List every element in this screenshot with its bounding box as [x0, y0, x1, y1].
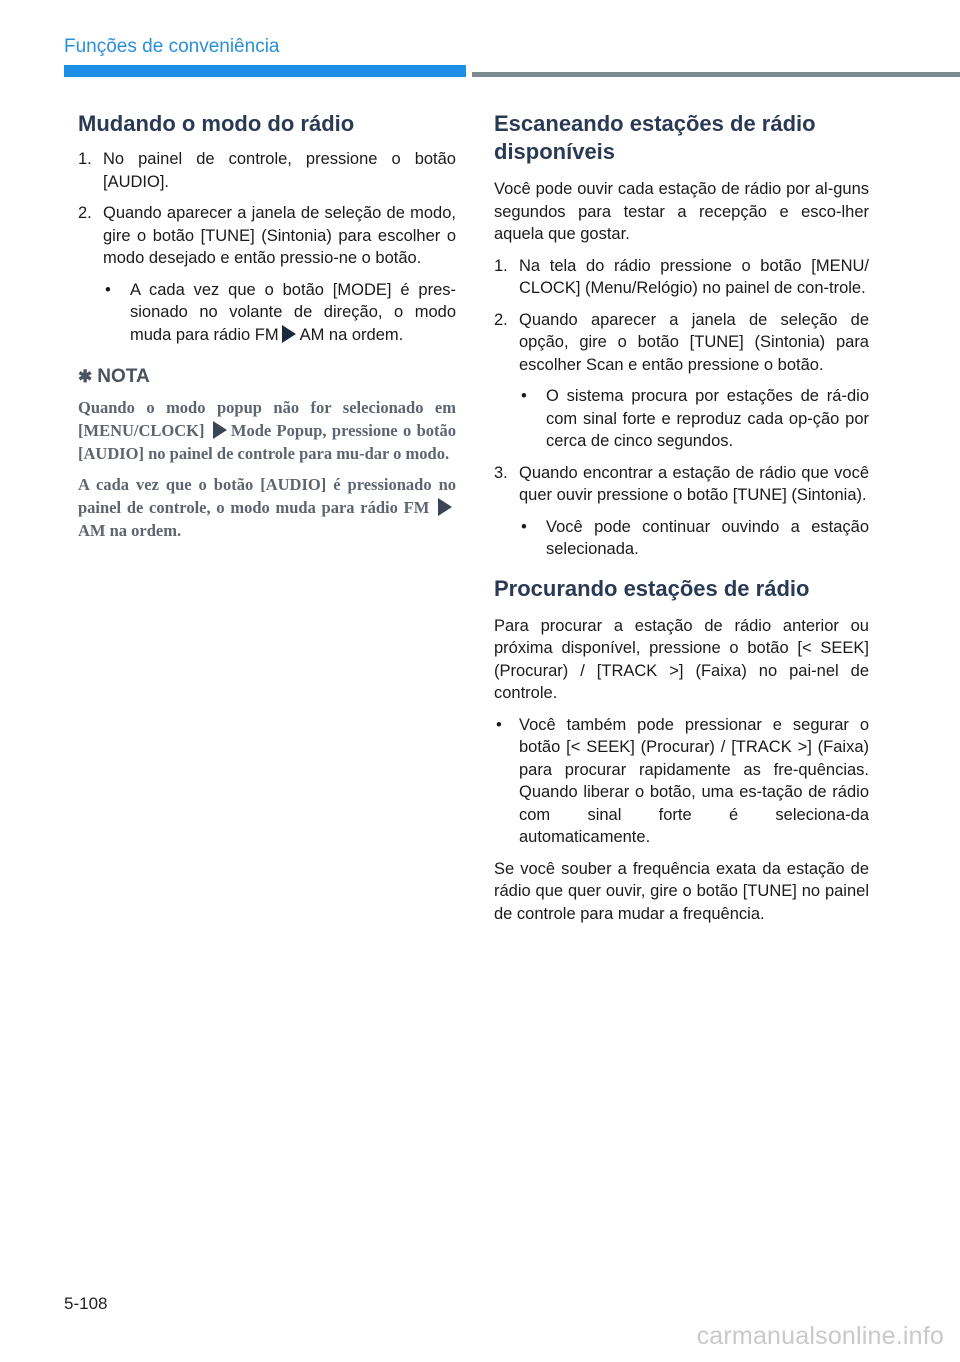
note-text-after: AM na ordem. [78, 521, 182, 540]
radio-mode-step-1 [78, 148, 456, 193]
bullet-dot: • [521, 517, 527, 536]
step-number: 1. [494, 256, 508, 275]
note-paragraph-1 [78, 396, 456, 465]
bullet-text: Você pode continuar ouvindo a estação selecionada. [546, 517, 869, 558]
step-text: Quando aparecer a janela de seleção de modo, gire o botão [TUNE] (Sintonia) para escolher o modo desejado e então pressio-ne o botão. [103, 204, 456, 267]
radio-mode-bullet [78, 279, 456, 347]
step-text: Na tela do rádio pressione o botão [MENU/ CLOCK] (Menu/Relógio) no painel de con-trole. [519, 256, 869, 297]
note-text-before: A cada vez que o botão [AUDIO] é pressionado no painel de controle, o modo muda para rádio FM [78, 475, 456, 517]
header-divider-bar [472, 72, 960, 77]
scan-intro: Você pode ouvir cada estação de rádio por al-guns segundos para testar a recepção e esco-lher aquela que gostar. [494, 180, 869, 243]
bullet-dot: • [521, 387, 527, 405]
bullet-dot: • [105, 280, 111, 299]
search-intro: Para procurar a estação de rádio anterior ou próxima disponível, pressione o botão [< SEEK] (Procurar) / [TRACK >] (Faixa) no pai-nel de controle. [494, 616, 869, 702]
scan-step-2 [494, 309, 869, 377]
arrow-right-icon [213, 421, 227, 439]
scan-step-2-bullet [494, 385, 869, 453]
bullet-text: O sistema procura por estações de rá-dio com sinal forte e reproduz cada op-ção por cerca de cinco segundos. [546, 387, 869, 450]
step-number: 2. [494, 310, 508, 329]
arrow-right-icon [282, 325, 296, 343]
page-number: 5-108 [64, 1294, 108, 1313]
step-number: 1. [78, 150, 92, 168]
step-number: 3. [494, 463, 508, 482]
radio-mode-step-2 [78, 202, 456, 270]
right-column [494, 110, 869, 934]
scan-step-3 [494, 462, 869, 507]
step-text: No painel de controle, pressione o botão [AUDIO]. [103, 150, 456, 191]
bullet-text-after: AM na ordem. [299, 325, 404, 344]
search-heading: Procurando estações de rádio [494, 575, 810, 601]
radio-mode-heading: Mudando o modo do rádio [78, 111, 355, 136]
bullet-text: Você também pode pressionar e segurar o botão [< SEEK] (Procurar) / [TRACK >] (Faixa) para procurar rapidamente as fre-quências. Quando liberar o botão, uma es-tação de rádio com sinal forte é seleciona-da automaticamente. [519, 715, 869, 846]
star-icon: ✱ [78, 367, 93, 386]
bullet-dot: • [496, 715, 502, 734]
note-title: NOTA [97, 366, 150, 387]
header-accent-bar [64, 65, 466, 77]
note-paragraph-2 [78, 473, 456, 542]
watermark-text: carmanualsonline.info [696, 1322, 944, 1350]
arrow-right-icon [438, 498, 452, 516]
section-header-title: Funções de conveniência [64, 36, 280, 57]
scan-step-3-bullet [494, 516, 869, 561]
scan-step-1 [494, 255, 869, 300]
step-number: 2. [78, 204, 92, 222]
scan-heading: Escaneando estações de rádio disponíveis [494, 111, 816, 164]
search-outro: Se você souber a frequência exata da estação de rádio que quer ouvir, gire o botão [TUNE] no painel de controle para mudar a frequência. [494, 859, 869, 923]
note-text-before: Quando o modo popup não for selecionado em [MENU/CLOCK] [78, 398, 456, 440]
bullet-text-before: A cada vez que o botão [MODE] é pres-sionado no volante de direção, o modo muda para rádio FM [130, 280, 456, 344]
left-column [78, 110, 456, 550]
note-heading [78, 366, 456, 388]
search-bullet [494, 714, 869, 849]
step-text: Quando aparecer a janela de seleção de opção, gire o botão [TUNE] (Sintonia) para escolher Scan e então pressione o botão. [519, 310, 869, 374]
note-text-after: Mode Popup, pressione o botão [AUDIO] no painel de controle para mu-dar o modo. [78, 421, 457, 463]
step-text: Quando encontrar a estação de rádio que você quer ouvir pressione o botão [TUNE] (Sintonia). [519, 463, 869, 504]
